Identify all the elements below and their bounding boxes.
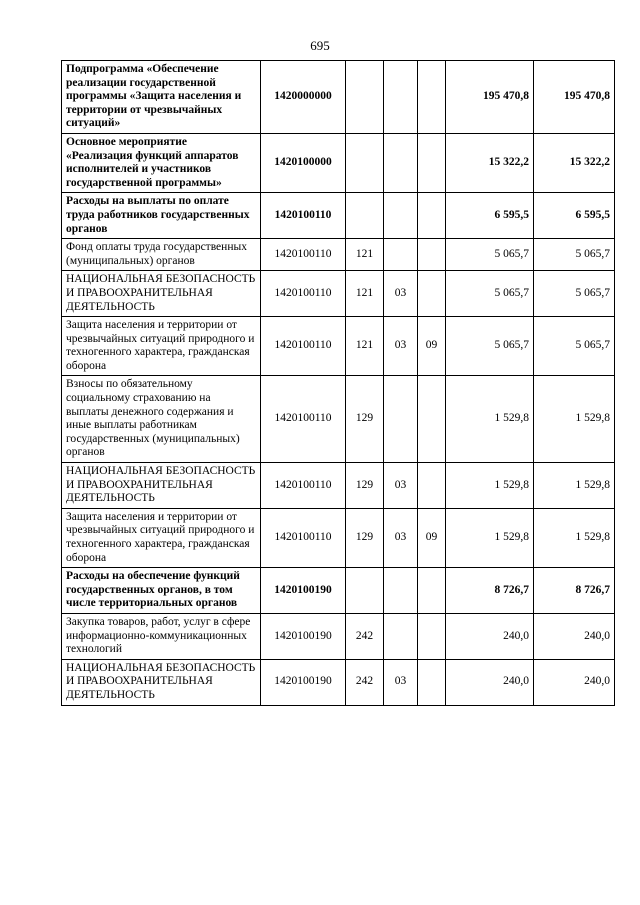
amount-year1-cell: 240,0 [446, 613, 534, 659]
amount-year1-cell: 1 529,8 [446, 376, 534, 463]
section-cell [384, 613, 418, 659]
target-article-code-cell: 1420100110 [261, 376, 346, 463]
row-name-cell: НАЦИОНАЛЬНАЯ БЕЗОПАСНОСТЬ И ПРАВООХРАНИТЕЛЬНАЯ ДЕЯТЕЛЬНОСТЬ [62, 463, 261, 509]
amount-year1-cell: 8 726,7 [446, 568, 534, 614]
row-name-cell: Закупка товаров, работ, услуг в сфере информационно-коммуникационных технологий [62, 613, 261, 659]
amount-year1-cell: 195 470,8 [446, 61, 534, 134]
row-name-cell: Подпрограмма «Обеспечение реализации государственной программы «Защита населения и территории от чрезвычайных ситуаций» [62, 61, 261, 134]
section-cell [384, 239, 418, 271]
target-article-code-cell: 1420100190 [261, 568, 346, 614]
section-cell: 03 [384, 659, 418, 705]
target-article-code-cell: 1420100110 [261, 271, 346, 317]
table-row [62, 193, 615, 239]
section-cell: 03 [384, 317, 418, 376]
table-row [62, 239, 615, 271]
amount-year2-cell: 1 529,8 [534, 463, 615, 509]
row-name-cell: Защита населения и территории от чрезвычайных ситуаций природного и техногенного характера, гражданская оборона [62, 508, 261, 567]
subsection-cell [418, 613, 446, 659]
expense-type-cell [346, 61, 384, 134]
row-name-cell: Фонд оплаты труда государственных (муниципальных) органов [62, 239, 261, 271]
target-article-code-cell: 1420100000 [261, 133, 346, 192]
amount-year1-cell: 5 065,7 [446, 271, 534, 317]
subsection-cell [418, 61, 446, 134]
expense-type-cell: 129 [346, 508, 384, 567]
expense-type-cell: 121 [346, 317, 384, 376]
expense-type-cell: 242 [346, 659, 384, 705]
target-article-code-cell: 1420100190 [261, 659, 346, 705]
section-cell [384, 61, 418, 134]
expense-type-cell [346, 193, 384, 239]
row-name-cell: Защита населения и территории от чрезвычайных ситуаций природного и техногенного характера, гражданская оборона [62, 317, 261, 376]
expense-type-cell: 129 [346, 463, 384, 509]
table-row [62, 376, 615, 463]
expense-type-cell: 242 [346, 613, 384, 659]
subsection-cell [418, 271, 446, 317]
subsection-cell [418, 193, 446, 239]
target-article-code-cell: 1420100110 [261, 317, 346, 376]
amount-year1-cell: 5 065,7 [446, 317, 534, 376]
amount-year1-cell: 1 529,8 [446, 463, 534, 509]
amount-year2-cell: 5 065,7 [534, 239, 615, 271]
subsection-cell [418, 376, 446, 463]
expense-type-cell: 121 [346, 239, 384, 271]
amount-year2-cell: 240,0 [534, 659, 615, 705]
row-name-cell: Взносы по обязательному социальному страхованию на выплаты денежного содержания и иные выплаты работникам государственных (муниципальных) органов [62, 376, 261, 463]
target-article-code-cell: 1420100110 [261, 239, 346, 271]
subsection-cell [418, 463, 446, 509]
page-number: 695 [310, 38, 330, 53]
table-row [62, 659, 615, 705]
budget-table-body [62, 61, 615, 706]
amount-year1-cell: 5 065,7 [446, 239, 534, 271]
subsection-cell [418, 239, 446, 271]
amount-year2-cell: 195 470,8 [534, 61, 615, 134]
amount-year1-cell: 6 595,5 [446, 193, 534, 239]
target-article-code-cell: 1420100190 [261, 613, 346, 659]
expense-type-cell: 129 [346, 376, 384, 463]
amount-year2-cell: 1 529,8 [534, 508, 615, 567]
table-row [62, 317, 615, 376]
expense-type-cell [346, 568, 384, 614]
expense-type-cell [346, 133, 384, 192]
subsection-cell: 09 [418, 317, 446, 376]
section-cell: 03 [384, 463, 418, 509]
table-row [62, 463, 615, 509]
table-row [62, 508, 615, 567]
amount-year1-cell: 240,0 [446, 659, 534, 705]
section-cell: 03 [384, 271, 418, 317]
subsection-cell [418, 568, 446, 614]
row-name-cell: Расходы на обеспечение функций государственных органов, в том числе территориальных органов [62, 568, 261, 614]
target-article-code-cell: 1420100110 [261, 508, 346, 567]
expense-type-cell: 121 [346, 271, 384, 317]
subsection-cell [418, 133, 446, 192]
table-row [62, 613, 615, 659]
table-row [62, 568, 615, 614]
target-article-code-cell: 1420000000 [261, 61, 346, 134]
amount-year2-cell: 5 065,7 [534, 271, 615, 317]
target-article-code-cell: 1420100110 [261, 193, 346, 239]
row-name-cell: Расходы на выплаты по оплате труда работников государственных органов [62, 193, 261, 239]
table-row [62, 133, 615, 192]
section-cell [384, 376, 418, 463]
row-name-cell: Основное мероприятие «Реализация функций аппаратов исполнителей и участников государственной программы» [62, 133, 261, 192]
amount-year2-cell: 5 065,7 [534, 317, 615, 376]
amount-year2-cell: 8 726,7 [534, 568, 615, 614]
amount-year1-cell: 15 322,2 [446, 133, 534, 192]
amount-year2-cell: 240,0 [534, 613, 615, 659]
table-row [62, 271, 615, 317]
amount-year2-cell: 15 322,2 [534, 133, 615, 192]
section-cell: 03 [384, 508, 418, 567]
section-cell [384, 133, 418, 192]
budget-table [61, 60, 615, 706]
row-name-cell: НАЦИОНАЛЬНАЯ БЕЗОПАСНОСТЬ И ПРАВООХРАНИТЕЛЬНАЯ ДЕЯТЕЛЬНОСТЬ [62, 271, 261, 317]
section-cell [384, 568, 418, 614]
subsection-cell: 09 [418, 508, 446, 567]
amount-year1-cell: 1 529,8 [446, 508, 534, 567]
section-cell [384, 193, 418, 239]
table-row [62, 61, 615, 134]
subsection-cell [418, 659, 446, 705]
amount-year2-cell: 1 529,8 [534, 376, 615, 463]
row-name-cell: НАЦИОНАЛЬНАЯ БЕЗОПАСНОСТЬ И ПРАВООХРАНИТЕЛЬНАЯ ДЕЯТЕЛЬНОСТЬ [62, 659, 261, 705]
amount-year2-cell: 6 595,5 [534, 193, 615, 239]
target-article-code-cell: 1420100110 [261, 463, 346, 509]
